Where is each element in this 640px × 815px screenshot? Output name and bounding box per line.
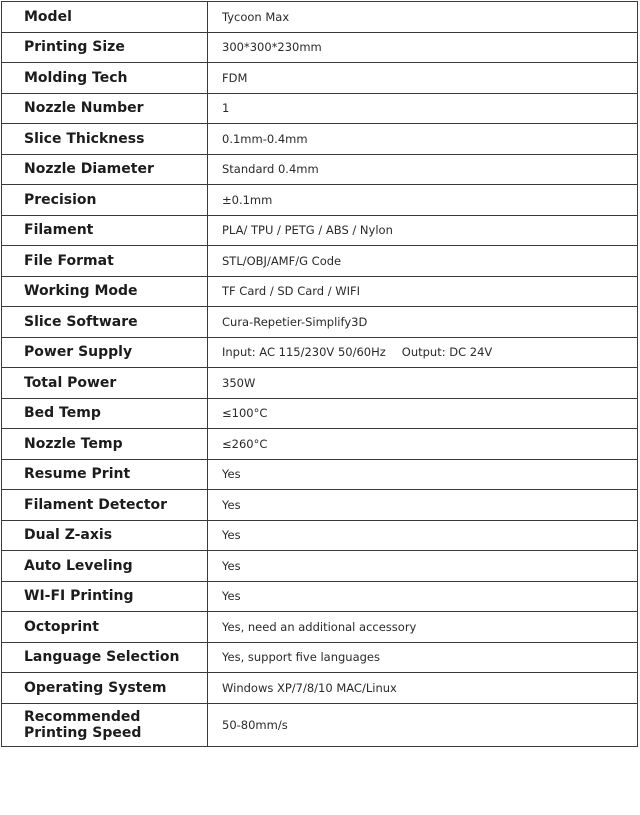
spec-label: Nozzle Diameter: [2, 154, 208, 185]
spec-value: FDM: [208, 63, 638, 94]
spec-label: Filament Detector: [2, 490, 208, 521]
spec-label: Working Mode: [2, 276, 208, 307]
spec-value: 50-80mm/s: [208, 703, 638, 746]
spec-value: TF Card / SD Card / WIFI: [208, 276, 638, 307]
table-row: [2, 93, 638, 124]
table-row: [2, 32, 638, 63]
spec-value-power: [208, 337, 638, 368]
spec-value: Cura-Repetier-Simplify3D: [208, 307, 638, 338]
table-row: [2, 581, 638, 612]
table-row: [2, 703, 638, 746]
table-row: [2, 490, 638, 521]
spec-label: Printing Size: [2, 32, 208, 63]
spec-value: Yes: [208, 551, 638, 582]
spec-label: Power Supply: [2, 337, 208, 368]
label-line-2: Printing Speed: [24, 724, 142, 741]
spec-label: Slice Thickness: [2, 124, 208, 155]
table-row: [2, 154, 638, 185]
table-row: [2, 307, 638, 338]
spec-value: Yes, need an additional accessory: [208, 612, 638, 643]
spec-label: Octoprint: [2, 612, 208, 643]
spec-value: ±0.1mm: [208, 185, 638, 216]
table-row: [2, 185, 638, 216]
spec-label: Model: [2, 2, 208, 33]
spec-value: Tycoon Max: [208, 2, 638, 33]
table-row: [2, 673, 638, 704]
table-row: [2, 398, 638, 429]
spec-label: Slice Software: [2, 307, 208, 338]
spec-value: Yes: [208, 459, 638, 490]
spec-label: WI-FI Printing: [2, 581, 208, 612]
spec-value: 350W: [208, 368, 638, 399]
spec-label: Molding Tech: [2, 63, 208, 94]
label-line-1: Recommended: [24, 708, 141, 725]
table-row: [2, 612, 638, 643]
spec-label-two-line: [2, 703, 208, 746]
spec-value: PLA/ TPU / PETG / ABS / Nylon: [208, 215, 638, 246]
spec-value: Yes, support five languages: [208, 642, 638, 673]
table-row: [2, 642, 638, 673]
spec-value: ≤260°C: [208, 429, 638, 460]
table-row: [2, 429, 638, 460]
spec-value: ≤100°C: [208, 398, 638, 429]
table-row: [2, 551, 638, 582]
table-row: [2, 368, 638, 399]
spec-value: Yes: [208, 520, 638, 551]
spec-value: 1: [208, 93, 638, 124]
spec-value: Standard 0.4mm: [208, 154, 638, 185]
spec-table: [1, 1, 638, 747]
spec-label: Dual Z-axis: [2, 520, 208, 551]
spec-value: Yes: [208, 581, 638, 612]
spec-label: Filament: [2, 215, 208, 246]
table-row: [2, 246, 638, 277]
table-row: [2, 459, 638, 490]
spec-value: 0.1mm-0.4mm: [208, 124, 638, 155]
spec-value: 300*300*230mm: [208, 32, 638, 63]
table-row: [2, 63, 638, 94]
spec-label: Operating System: [2, 673, 208, 704]
spec-label: File Format: [2, 246, 208, 277]
spec-value: Yes: [208, 490, 638, 521]
table-row: [2, 215, 638, 246]
spec-value: STL/OBJ/AMF/G Code: [208, 246, 638, 277]
spec-label: Nozzle Temp: [2, 429, 208, 460]
spec-label: Total Power: [2, 368, 208, 399]
spec-value: Windows XP/7/8/10 MAC/Linux: [208, 673, 638, 704]
spec-label: Precision: [2, 185, 208, 216]
table-row: [2, 2, 638, 33]
table-row: [2, 337, 638, 368]
power-output: Output: DC 24V: [401, 345, 493, 360]
spec-label: Language Selection: [2, 642, 208, 673]
spec-label: Resume Print: [2, 459, 208, 490]
table-row: [2, 276, 638, 307]
spec-label: Nozzle Number: [2, 93, 208, 124]
table-row: [2, 124, 638, 155]
table-row: [2, 520, 638, 551]
power-input: Input: AC 115/230V 50/60Hz: [222, 345, 386, 360]
spec-label: Bed Temp: [2, 398, 208, 429]
spec-label: Auto Leveling: [2, 551, 208, 582]
